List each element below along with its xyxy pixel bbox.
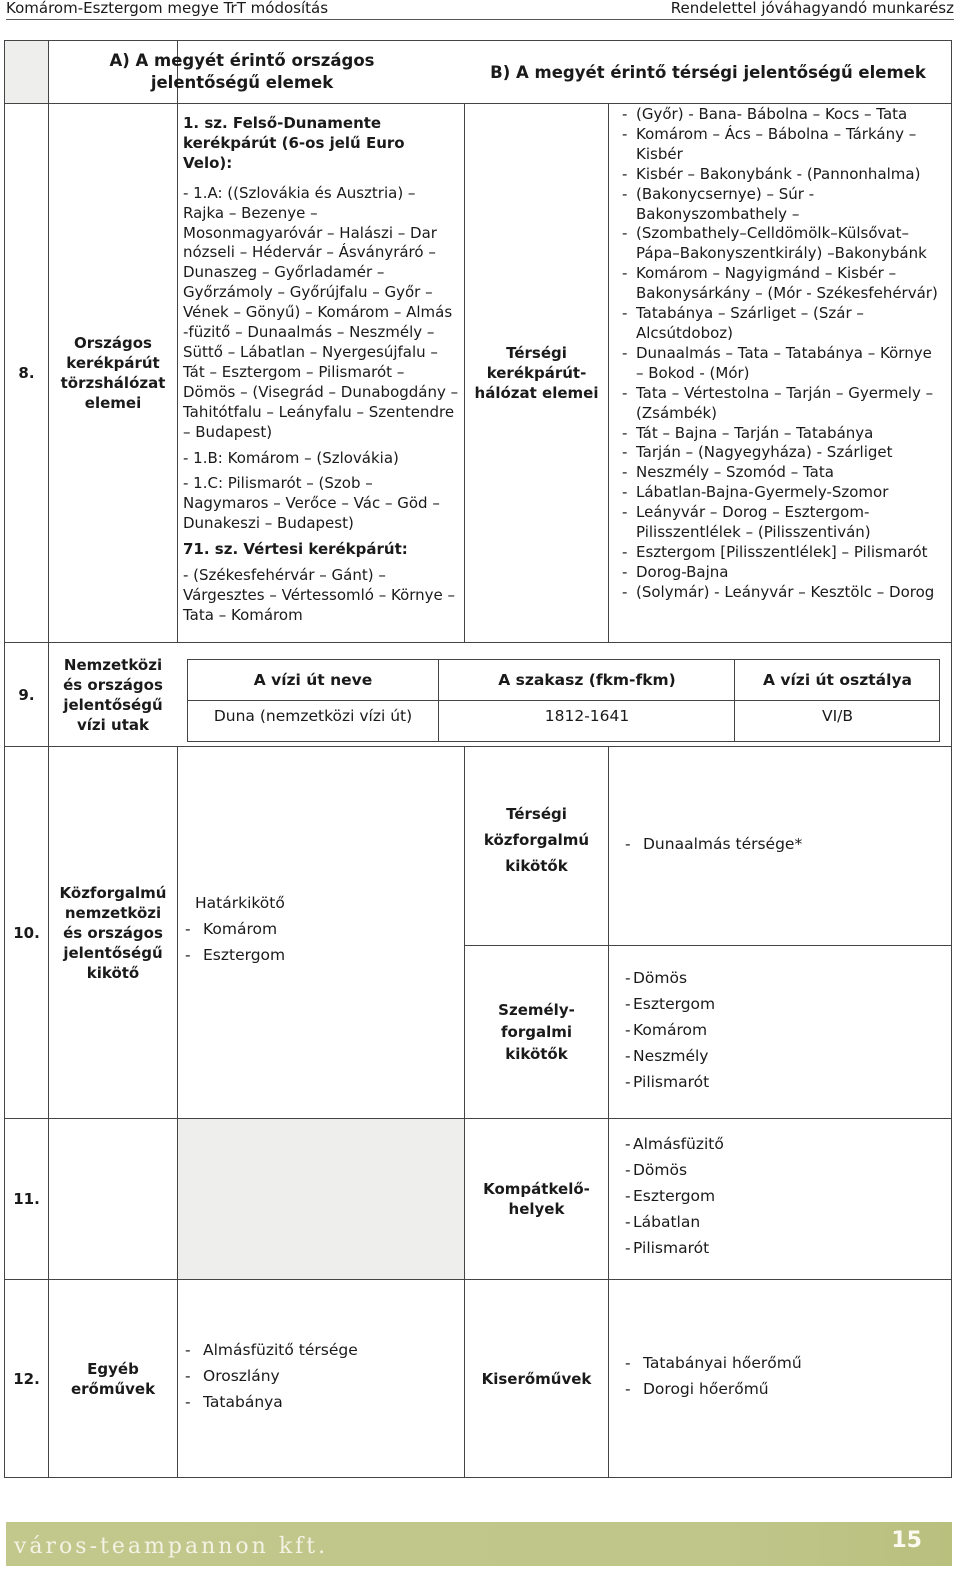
- empty-cell-11a: [177, 1119, 464, 1279]
- row-12-number: 12.: [13, 1370, 40, 1388]
- row-10-regional-ports-category: Térségi közforgalmú kikötők: [483, 805, 590, 875]
- list-item: - Esztergom: [625, 991, 945, 1017]
- list-item: - Lábatlan: [625, 1209, 945, 1235]
- row-10-border-ports: [183, 890, 459, 968]
- waterway-section: 1812-1641: [544, 707, 630, 725]
- waterway-table-header: [188, 660, 939, 701]
- page-header: [6, 0, 954, 20]
- list-item: - Lábatlan-Bajna-Gyermely-Szomor: [619, 483, 944, 503]
- column-b-header-text: B) A megyét érintő térségi jelentőségű elemek: [490, 62, 926, 82]
- list-item: - (Győr) - Bana- Bábolna – Kocs – Tata: [619, 105, 944, 125]
- row-12-category: Egyéb erőművek: [70, 1360, 156, 1398]
- list-item: - Tata – Vértestolna – Tarján – Gyermely – (Zsámbék): [619, 384, 944, 424]
- list-item: - Tatabányai hőerőmű: [625, 1350, 945, 1376]
- row-10-passenger-ports-list: [625, 965, 945, 1095]
- waterway-name: Duna (nemzetközi vízi út): [213, 707, 413, 725]
- list-item: - Neszmély: [625, 1043, 945, 1069]
- list-item: - Neszmély – Szomód – Tata: [619, 463, 944, 483]
- column-a-header-text: A) A megyét érintő országos jelentőségű elemek: [109, 51, 375, 92]
- row-11-category: Kompátkelő-helyek: [483, 1180, 590, 1218]
- list-item: - (Solymár) - Leányvár – Kesztölc – Dorog: [619, 583, 944, 603]
- list-item: - Dunaalmás térsége*: [625, 831, 945, 857]
- row-12-small-plants-list: [625, 1350, 945, 1402]
- list-item: - Tatabánya – Szárliget – (Szár – Alcsútdoboz): [619, 304, 944, 344]
- list-item: - Tatabánya: [185, 1389, 459, 1415]
- list-item: - Dömös: [625, 1157, 945, 1183]
- list-item: - Esztergom: [185, 942, 459, 968]
- row-10-category: Közforgalmú nemzetközi és országos jelentőségű kikötő: [59, 883, 167, 982]
- page-footer: [6, 1522, 952, 1566]
- waterway-class: VI/B: [821, 707, 854, 725]
- row-9-category: Nemzetközi és országos jelentőségű vízi utak: [63, 655, 163, 734]
- row-10-number: 10.: [13, 923, 40, 942]
- list-item: - Komárom – Ács – Bábolna – Tárkány – Kisbér: [619, 125, 944, 165]
- waterway-col-class: A vízi út osztálya: [762, 671, 913, 689]
- route-1a: - 1.A: ((Szlovákia és Ausztria) – Rajka – Bezenye – Mosonmagyaróvár – Halászi – Dar nózseli – Hédervár – Ásványráró – Dunaszeg – Győrladamér – Győrzámoly – Győrújfalu – Győr – Vének – Gönyű) – Komárom – Almás -füzitő – Dunaalmás – Neszmély – Süttő – Lábatlan – Nyergesújfalu – Tát – Esztergom – Pilismarót – Dömös – (Visegrád – Dunabogdány – Tahitótfalu – Leányfalu – Szentendre – Budapest): [183, 183, 459, 441]
- route-1-title: 1. sz. Felső-Dunamente kerékpárút (6-os jelű Euro Velo):: [183, 114, 405, 172]
- waterway-col-name: A vízi út neve: [253, 671, 373, 689]
- row-8-national-routes: [183, 114, 459, 626]
- company-logo-text: város-teampannon kft.: [14, 1534, 329, 1559]
- row-11-ferry-list: [625, 1131, 945, 1261]
- column-b-header: [465, 41, 951, 103]
- route-71: - (Székesfehérvár – Gánt) – Várgesztes – Vértessomló – Környe – Tata – Komárom: [183, 566, 456, 624]
- route-71-title: 71. sz. Vértesi kerékpárút:: [183, 540, 408, 559]
- list-item: - Dömös: [625, 965, 945, 991]
- border-port-list: [183, 916, 459, 968]
- waterway-col-section: A szakasz (fkm-fkm): [498, 671, 676, 689]
- page-number: 15: [891, 1528, 922, 1553]
- document-title: Komárom-Esztergom megye TrT módosítás: [6, 0, 329, 17]
- waterway-table: [187, 659, 940, 742]
- list-item: - Oroszlány: [185, 1363, 459, 1389]
- row-12-power-plants-list: [185, 1337, 459, 1415]
- list-item: - Pilismarót: [625, 1235, 945, 1261]
- list-item: - Kisbér – Bakonybánk - (Pannonhalma): [619, 165, 944, 185]
- row-8-category: Országos kerékpárút törzshálózat elemei: [60, 334, 166, 412]
- header-corner: [5, 41, 49, 103]
- list-item: - Komárom – Nagyigmánd – Kisbér – Bakonysárkány – (Mór - Székesfehérvár): [619, 264, 944, 304]
- list-item: - (Bakonycsernye) – Súr - Bakonyszombathely –: [619, 185, 944, 225]
- list-item: - Dunaalmás – Tata – Tatabánya – Környe – Bokod - (Mór): [619, 344, 944, 384]
- list-item: - Komárom: [185, 916, 459, 942]
- list-item: - Tarján – (Nagyegyháza) - Szárliget: [619, 443, 944, 463]
- list-item: - (Szombathely–Celldömölk–Külsővat–Pápa–Bakonyszentkirály) –Bakonybánk: [619, 224, 944, 264]
- row-8-regional-routes: [619, 105, 944, 603]
- list-item: - Dorogi hőerőmű: [625, 1376, 945, 1402]
- row-10-passenger-ports-category: Személy-forgalmi kikötők: [498, 1001, 575, 1063]
- document-subtitle: Rendelettel jóváhagyandó munkarész: [670, 0, 954, 17]
- list-item: - Pilismarót: [625, 1069, 945, 1095]
- row-8-number: 8.: [18, 364, 35, 382]
- table-row: [188, 701, 939, 741]
- list-item: - Almásfüzitő: [625, 1131, 945, 1157]
- row-11-number: 11.: [13, 1190, 40, 1208]
- list-item: - Almásfüzitő térsége: [185, 1337, 459, 1363]
- list-item: - Esztergom [Pilisszentlélek] – Pilismarót: [619, 543, 944, 563]
- main-table: [4, 40, 952, 1478]
- list-item: - Leányvár – Dorog – Esztergom-Pilisszentlélek – (Pilisszentiván): [619, 503, 944, 543]
- row-8-regional-category: Térségi kerékpárút-hálózat elemei: [474, 344, 599, 402]
- list-item: - Dorog-Bajna: [619, 563, 944, 583]
- route-1c: - 1.C: Pilismarót – (Szob – Nagymaros – Verőce – Vác – Göd – Dunakeszi – Budapest): [183, 474, 440, 533]
- route-1b: - 1.B: Komárom – (Szlovákia): [183, 448, 399, 467]
- border-port-title: Határkikötő: [195, 894, 285, 912]
- row-12-b-category: Kiserőművek: [481, 1370, 592, 1388]
- row-9-number: 9.: [18, 685, 35, 704]
- list-item: - Esztergom: [625, 1183, 945, 1209]
- list-item: - Tát – Bajna – Tarján – Tatabánya: [619, 424, 944, 444]
- row-10-regional-ports-list: [625, 831, 945, 857]
- list-item: - Komárom: [625, 1017, 945, 1043]
- column-a-header: [49, 41, 435, 103]
